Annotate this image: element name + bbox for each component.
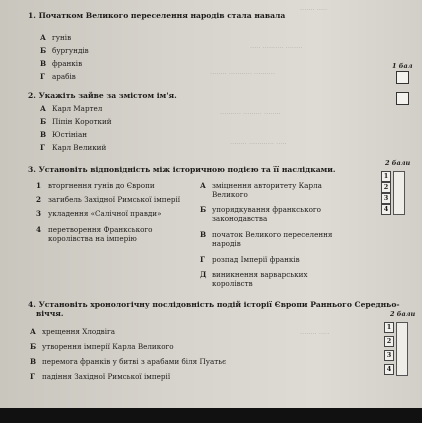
q3-event-3: 3 укладення «Салічної правди»: [36, 209, 162, 218]
show-through-text: ·········· ········· ········: [220, 110, 281, 118]
q3-grid-num-2: 2: [381, 182, 391, 193]
q1-points: 1 бал: [392, 62, 413, 70]
q3-result-c: В початок Великого переселення: [200, 230, 333, 239]
q3-answer-column[interactable]: [393, 171, 405, 215]
q4-option-a: А хрещення Хлодвіга: [30, 327, 116, 336]
q2-option-b: Б Піпін Короткий: [40, 117, 112, 126]
question-1-text: 1. Початком Великого переселення народів стала навала: [28, 11, 286, 20]
q3-grid-num-4: 4: [381, 204, 391, 215]
q1-option-a: А гунів: [40, 33, 72, 42]
q4-grid-num-3: 3: [384, 350, 394, 361]
question-4-text: 4. Установіть хронологічну послідовність подій історії Європи Раннього Середньо-: [28, 300, 400, 309]
q3-result-e-line2: королівств: [212, 279, 253, 288]
q1-answer-box[interactable]: [396, 71, 409, 84]
q3-result-b: Б упорядкування франкського: [200, 205, 322, 214]
q3-points: 2 бали: [385, 159, 411, 167]
show-through-text: ········ ·····: [300, 330, 330, 338]
q3-event-4: 4 перетворення Франкського: [36, 225, 153, 234]
q4-grid-num-1: 1: [384, 322, 394, 333]
show-through-text: ········ ············ ·····: [230, 140, 287, 148]
q4-option-b: Б утворення імперії Карла Великого: [30, 342, 174, 351]
q3-grid-num-3: 3: [381, 193, 391, 204]
show-through-text: ········ ··········· ··········: [210, 70, 275, 78]
q2-option-d: Г Карл Великий: [40, 143, 107, 152]
q3-grid-num-1: 1: [381, 171, 391, 182]
q3-result-a-line2: Великого: [212, 190, 248, 199]
q3-result-a: А зміцнення авторитету Карла: [200, 181, 322, 190]
q3-event-4-line2: королівства на імперію: [48, 234, 137, 243]
q3-event-1: 1 вторгнення гунів до Європи: [36, 181, 155, 190]
q3-event-2: 2 загибель Західної Римської імперії: [36, 195, 181, 204]
question-3-text: 3. Установіть відповідність між історичною подією та її наслідками.: [28, 165, 336, 174]
q1-option-d: Г арабів: [40, 72, 76, 81]
q1-option-c: В франків: [40, 59, 83, 68]
q1-option-b: Б бургундів: [40, 46, 89, 55]
q4-option-d: Г падіння Західної Римської імперії: [30, 372, 171, 381]
q4-answer-column[interactable]: [396, 322, 408, 376]
q3-result-e: Д виникнення варварських: [200, 270, 308, 279]
question-4-text-line2: віччя.: [36, 309, 64, 318]
question-2-text: 2. Укажіть зайве за змістом ім'я.: [28, 91, 177, 100]
dark-bottom-edge: [0, 408, 422, 423]
q3-result-d: Г розпад Імперії франків: [200, 255, 300, 264]
q4-option-c: В перемога франків у битві з арабами біля Пуатьє: [30, 357, 227, 366]
q2-option-c: В Юстініан: [40, 130, 88, 139]
q2-option-a: А Карл Мартел: [40, 104, 103, 113]
q3-result-b-line2: законодавства: [212, 214, 268, 223]
q4-points: 2 бали: [390, 310, 416, 318]
q2-answer-box[interactable]: [396, 92, 409, 105]
q3-result-c-line2: народів: [212, 239, 241, 248]
q4-grid-num-2: 2: [384, 336, 394, 347]
show-through-text: ······· ·····: [300, 6, 328, 14]
show-through-text: ····· ·········· ········: [250, 44, 303, 52]
q4-grid-num-4: 4: [384, 364, 394, 375]
